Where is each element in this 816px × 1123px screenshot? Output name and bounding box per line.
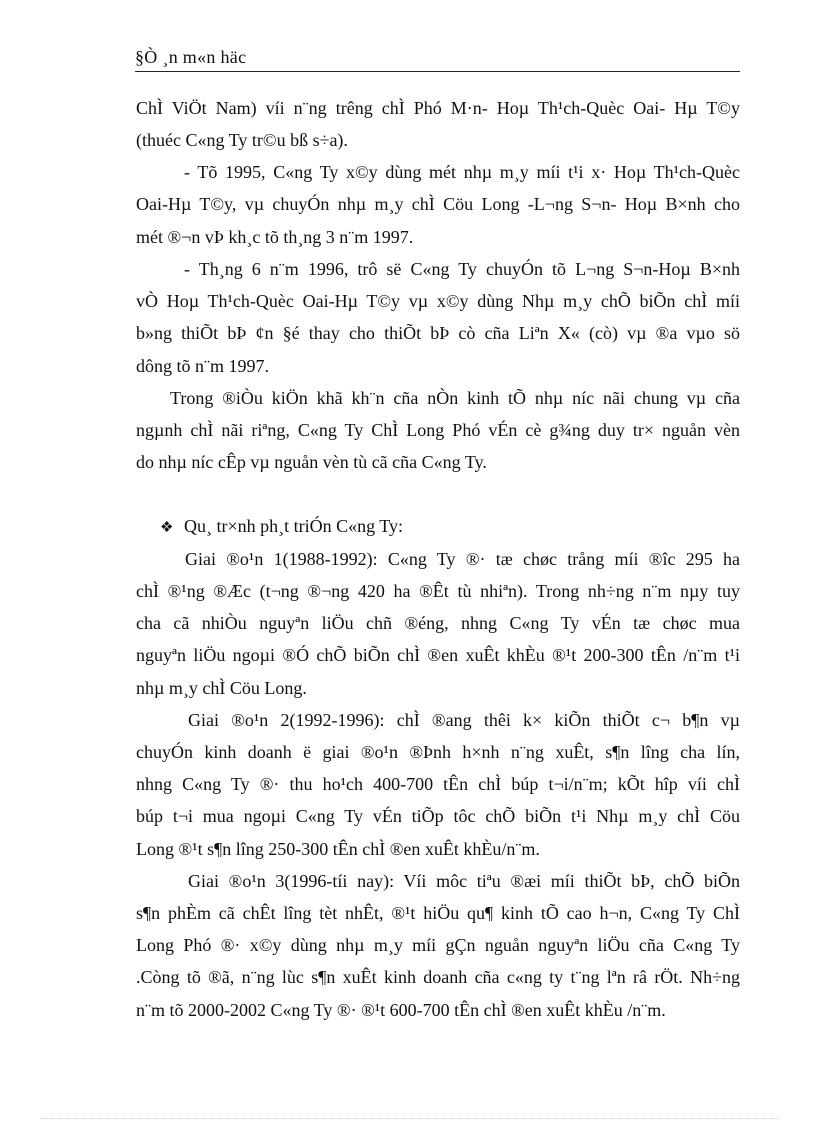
section-heading <box>160 515 740 539</box>
text-line: - Tõ 1995, C«ng Ty x©y dùng mét nhµ m¸y míi t¹i x· Hoµ Th¹ch-Quèc <box>184 162 740 182</box>
text-line: Giai ®o¹n 3(1996-tíi nay): Víi môc tiªu ®æi míi thiÕt bÞ, chÕ biÕn <box>188 871 740 891</box>
text-line: Long ®¹t s¶n lîng 250-300 tÊn chÌ ®en xuÊt khÈu/n¨m. <box>136 839 540 859</box>
text-line: do nhµ níc cÊp vµ nguån vèn tù cã cña C«ng Ty. <box>136 452 487 472</box>
text-line: b»ng thiÕt bÞ ¢n §é thay cho thiÕt bÞ cò cña Liªn X« (cò) vµ ®a vµo sö <box>136 323 740 343</box>
section-heading-text: Qu¸ tr×nh ph¸t triÓn C«ng Ty: <box>184 516 404 536</box>
text-line: Long Phó ®· x©y dùng nhµ m¸y míi gÇn nguån nguyªn liÖu cña C«ng Ty <box>136 935 740 955</box>
text-line: (thuéc C«ng Ty tr©u bß s÷a). <box>136 130 348 150</box>
text-line: cha cã nhiÒu nguyªn liÖu chñ ®éng, nhng C«ng Ty vÉn tæ chøc mua <box>136 613 740 633</box>
text-line: vÒ Hoµ Th¹ch-Quèc Oai-Hµ T©y vµ x©y dùng Nhµ m¸y chÕ biÕn chÌ míi <box>136 291 740 311</box>
text-line: nguyªn liÖu ngoµi ®Ó chÕ biÕn chÌ ®en xuÊt khÈu ®¹t 200-300 tÊn /n¨m t¹i <box>136 645 740 665</box>
text-line: búp t¬i mua ngoµi C«ng Ty vÉn tiÕp tôc chÕ biÕn t¹i Nhµ m¸y chÌ Cöu <box>136 806 740 826</box>
text-line: nhµ m¸y chÌ Cöu Long. <box>136 678 307 698</box>
text-line: s¶n phÈm cã chÊt lîng tèt nhÊt, ®¹t hiÖu qu¶ kinh tÕ cao h¬n, C«ng Ty ChÌ <box>136 903 740 923</box>
text-line: Oai-Hµ T©y, vµ chuyÓn nhµ m¸y chÌ Cöu Long -L¬ng S¬n- Hoµ B×nh cho <box>136 194 740 214</box>
text-line: Giai ®o¹n 2(1992-1996): chÌ ®ang thêi k× kiÕn thiÕt c¬ b¶n vµ <box>188 710 740 730</box>
text-line: Giai ®o¹n 1(1988-1992): C«ng Ty ®· tæ chøc trång míi ®îc 295 ha <box>185 549 740 569</box>
text-line: dông tõ n¨m 1997. <box>136 356 269 376</box>
page-bottom-divider <box>40 1118 780 1119</box>
text-line: ChÌ ViÖt Nam) víi n¨ng trêng chÌ Phó M·n- Hoµ Th¹ch-Quèc Oai- Hµ T©y <box>136 98 740 118</box>
text-line: chÌ ®¹ng ®Æc (t¬ng ®¬ng 420 ha ®Êt tù nhiªn). Trong nh÷ng n¨m nµy tuy <box>136 581 740 601</box>
text-line: chuyÓn kinh doanh ë giai ®o¹n ®Þnh h×nh n¨ng xuÊt, s¶n lîng cha lín, <box>136 742 740 762</box>
text-line: - Th¸ng 6 n¨m 1996, trô së C«ng Ty chuyÓn tõ L¬ng S¬n-Hoµ B×nh <box>184 259 740 279</box>
text-line: .Còng tõ ®ã, n¨ng lùc s¶n xuÊt kinh doanh cña c«ng ty t¨ng lªn râ rÖt. Nh÷ng <box>136 967 740 987</box>
page-header-title: §Ò ¸n m«n häc <box>135 47 247 67</box>
diamond-bullet-icon: ❖ <box>160 520 174 536</box>
text-line: ngµnh chÌ nãi riªng, C«ng Ty ChÌ Long Phó vÉn cè g¾ng duy tr× nguån vèn <box>136 420 740 440</box>
text-line: Trong ®iÒu kiÖn khã kh¨n cña nÒn kinh tÕ nhµ níc nãi chung vµ cña <box>170 388 740 408</box>
text-line: mét ®¬n vÞ kh¸c tõ th¸ng 3 n¨m 1997. <box>136 227 414 247</box>
text-line: nhng C«ng Ty ®· thu ho¹ch 400-700 tÊn chÌ búp t¬i/n¨m; kÕt hîp víi chÌ <box>136 774 740 794</box>
text-line: n¨m tõ 2000-2002 C«ng Ty ®· ®¹t 600-700 tÊn chÌ ®en xuÊt khÈu /n¨m. <box>136 1000 666 1020</box>
header-rule <box>135 71 740 72</box>
